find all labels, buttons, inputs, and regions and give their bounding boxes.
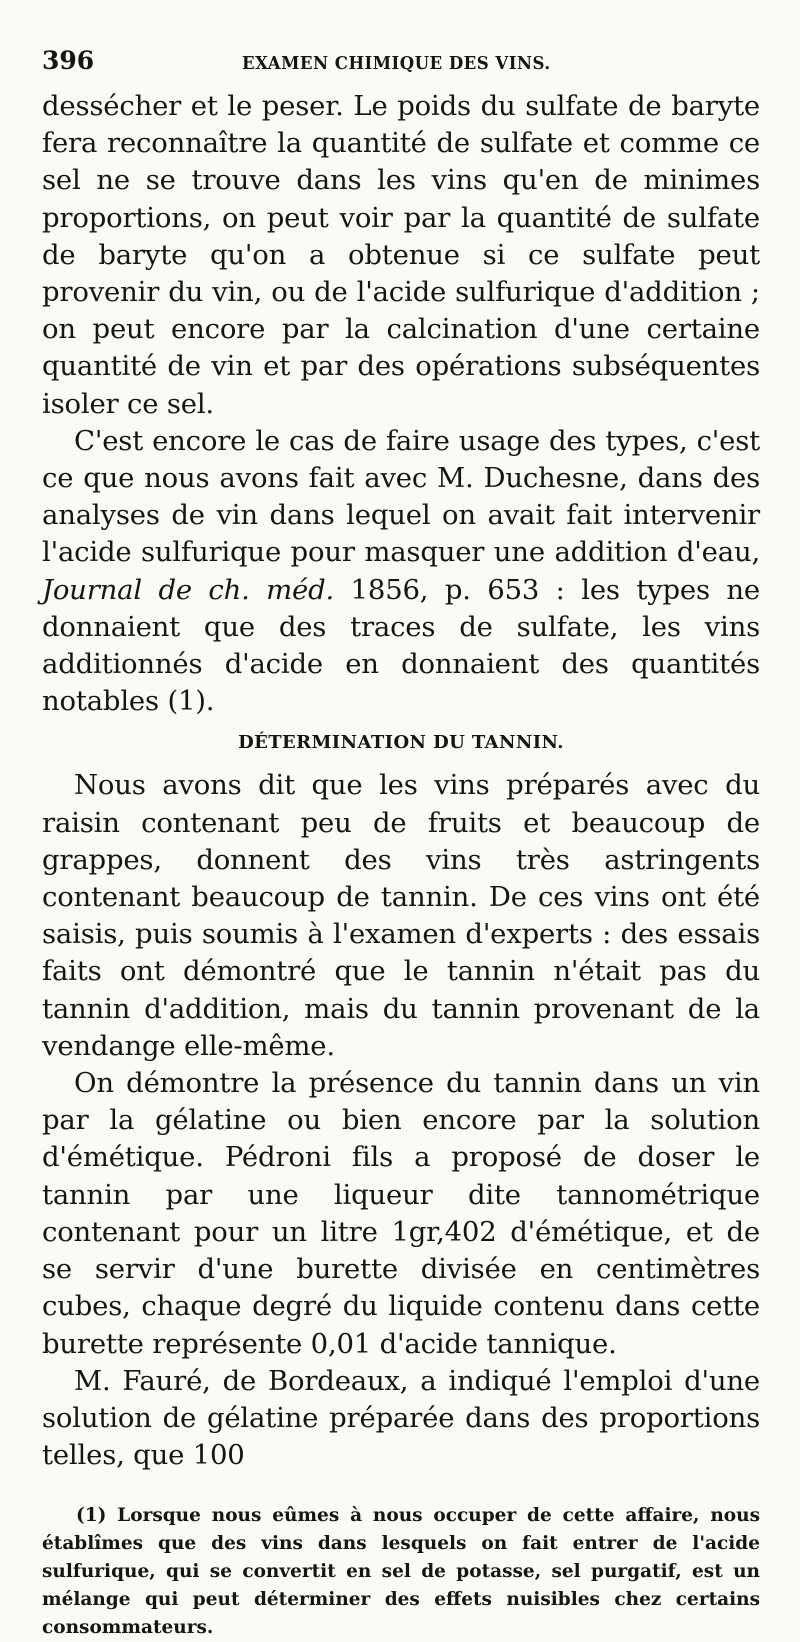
page-number: 396 [42,46,95,75]
paragraph: Nous avons dit que les vins préparés avec du raisin contenant peu de fruits et beaucoup de grappes, donnent des vins très astringents contenant beaucoup de tannin. De ces vins ont été saisis, puis soumis à l'examen d'experts : des essais faits ont démontré que le tannin n'était pas du tannin d'addition, mais du tannin provenant de la vendange elle-même. [42,769,760,1062]
paragraph: On démontre la présence du tannin dans un vin par la gélatine ou bien encore par la solution d'émétique. Pédroni fils a proposé de doser le tannin par une liqueur dite tannométrique contenant pour un litre 1gr,402 d'émétique, et de se servir d'une burette divisée en centimètres cubes, chaque degré du liquide contenu dans cette burette représente 0,01 d'acide tannique. [42,1067,760,1360]
paragraph: M. Fauré, de Bordeaux, a indiqué l'emploi d'une solution de gélatine préparée dans des proportions telles, que 100 [42,1364,760,1472]
paragraph-text: 1856, p. 653 : les types ne donnaient que des traces de sulfate, les vins additionnés d'acide en donnaient des quantités notables (1). [42,573,760,718]
paragraph [42,423,760,721]
body-text [42,88,760,1474]
journal-title: Journal de ch. méd. [42,573,335,606]
footnote: (1) Lorsque nous eûmes à nous occuper de cette affaire, nous établîmes que des vins dans lesquels on fait entrer de l'acide sulfurique, qui se convertit en sel de potasse, sel purgatif, est un mélange qui peut déterminer des effets nuisibles chez certains consommateurs. [42,1505,760,1639]
section-heading: DÉTERMINATION DU TANNIN. [238,732,564,754]
page-header [42,46,760,76]
running-title: EXAMEN CHIMIQUE DES VINS. [242,53,551,74]
paragraph: dessécher et le peser. Le poids du sulfate de baryte fera reconnaître la quantité de sulfate et comme ce sel ne se trouve dans les vins qu'en de minimes proportions, on peut voir par la quantité de sulfate de baryte qu'on a obtenue si ce sulfate peut provenir du vin, ou de l'acide sulfurique d'addition ; on peut encore par la calcination d'une certaine quantité de vin et par des opérations subséquentes isoler ce sel. [42,90,760,420]
paragraph-text: C'est encore le cas de faire usage des types, c'est ce que nous avons fait avec M. Duchesne, dans des analyses de vin dans lequel on avait fait intervenir l'acide sulfurique pour masquer une addition d'eau, [42,424,760,569]
